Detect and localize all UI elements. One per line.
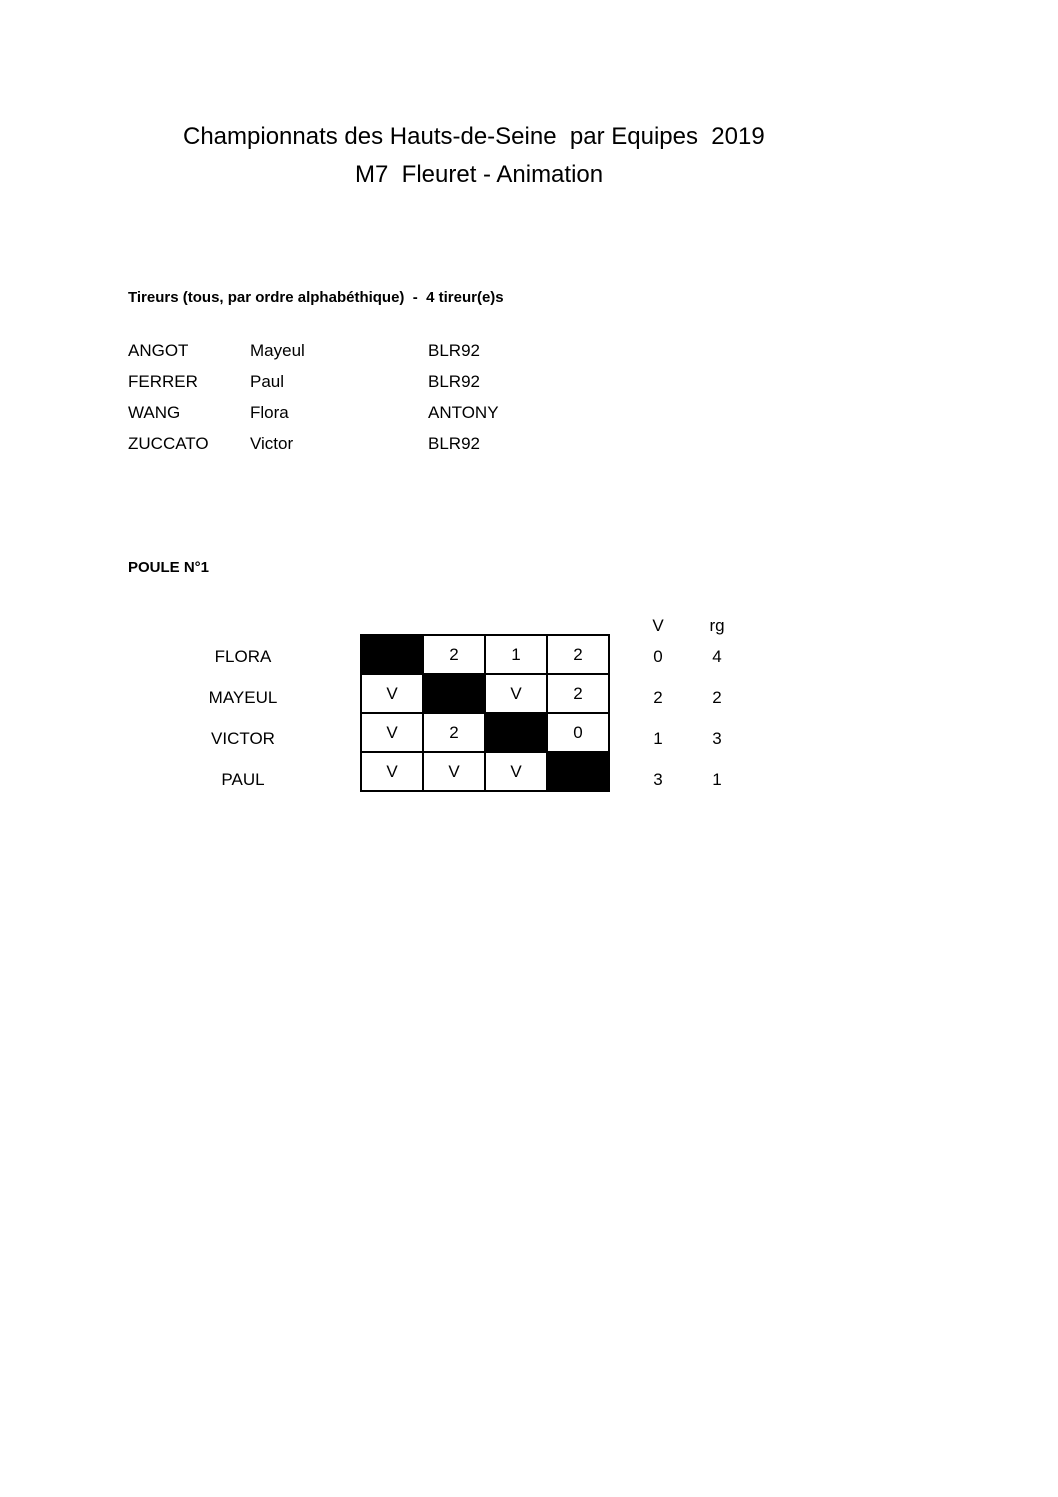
- grid-cell-blank: [547, 752, 609, 791]
- grid-cell: 2: [547, 635, 609, 674]
- victories-value: 3: [653, 770, 663, 789]
- fencer-first-name: Paul: [250, 372, 285, 391]
- grid-cell: 1: [485, 635, 547, 674]
- fencer-club: BLR92: [428, 372, 480, 391]
- fencers-heading: Tireurs (tous, par ordre alphabéthique) - 4 tireur(e)s: [128, 289, 504, 306]
- fencer-last-name: ZUCCATO: [128, 434, 209, 453]
- victories-value: 1: [653, 729, 663, 748]
- grid-cell: 2: [423, 635, 485, 674]
- victories-value: 0: [653, 647, 663, 666]
- poule-row-name: FLORA: [214, 647, 272, 666]
- fencer-first-name: Victor: [250, 434, 294, 453]
- grid-cell: V: [485, 752, 547, 791]
- rank-value: 2: [712, 688, 722, 707]
- fencer-club: BLR92: [428, 434, 480, 453]
- poule-grid-row: [361, 674, 609, 713]
- poule-heading: POULE N°1: [128, 559, 210, 576]
- poule-grid: [360, 634, 610, 792]
- grid-cell-blank: [423, 674, 485, 713]
- fencer-last-name: ANGOT: [128, 341, 189, 360]
- grid-cell: 0: [547, 713, 609, 752]
- document-subtitle: M7 Fleuret - Animation: [355, 161, 604, 188]
- grid-cell: V: [485, 674, 547, 713]
- fencer-first-name: Mayeul: [250, 341, 305, 360]
- grid-cell-blank: [361, 635, 423, 674]
- grid-cell: V: [361, 713, 423, 752]
- poule-row-name: VICTOR: [211, 729, 275, 748]
- rank-value: 4: [712, 647, 722, 666]
- grid-cell-blank: [485, 713, 547, 752]
- victories-column-header: V: [652, 616, 664, 635]
- rank-value: 1: [712, 770, 722, 789]
- fencer-club: BLR92: [428, 341, 480, 360]
- poule-row-name: PAUL: [221, 770, 265, 789]
- poule-grid-row: [361, 752, 609, 791]
- poule-grid-row: [361, 635, 609, 674]
- fencer-last-name: WANG: [128, 403, 181, 422]
- grid-cell: V: [361, 674, 423, 713]
- fencer-row: [128, 434, 628, 465]
- rank-value: 3: [712, 729, 722, 748]
- grid-cell: V: [361, 752, 423, 791]
- grid-cell: 2: [547, 674, 609, 713]
- fencer-row: [128, 372, 628, 403]
- fencer-row: [128, 341, 628, 372]
- fencer-last-name: FERRER: [128, 372, 198, 391]
- grid-cell: 2: [423, 713, 485, 752]
- fencer-first-name: Flora: [250, 403, 289, 422]
- victories-value: 2: [653, 688, 663, 707]
- fencer-row: [128, 403, 628, 434]
- fencer-club: ANTONY: [428, 403, 499, 422]
- document-title: Championnats des Hauts-de-Seine par Equipes 2019: [183, 123, 765, 150]
- poule-grid-row: [361, 713, 609, 752]
- rank-column-header: rg: [709, 616, 725, 635]
- poule-row-name: MAYEUL: [208, 688, 278, 707]
- grid-cell: V: [423, 752, 485, 791]
